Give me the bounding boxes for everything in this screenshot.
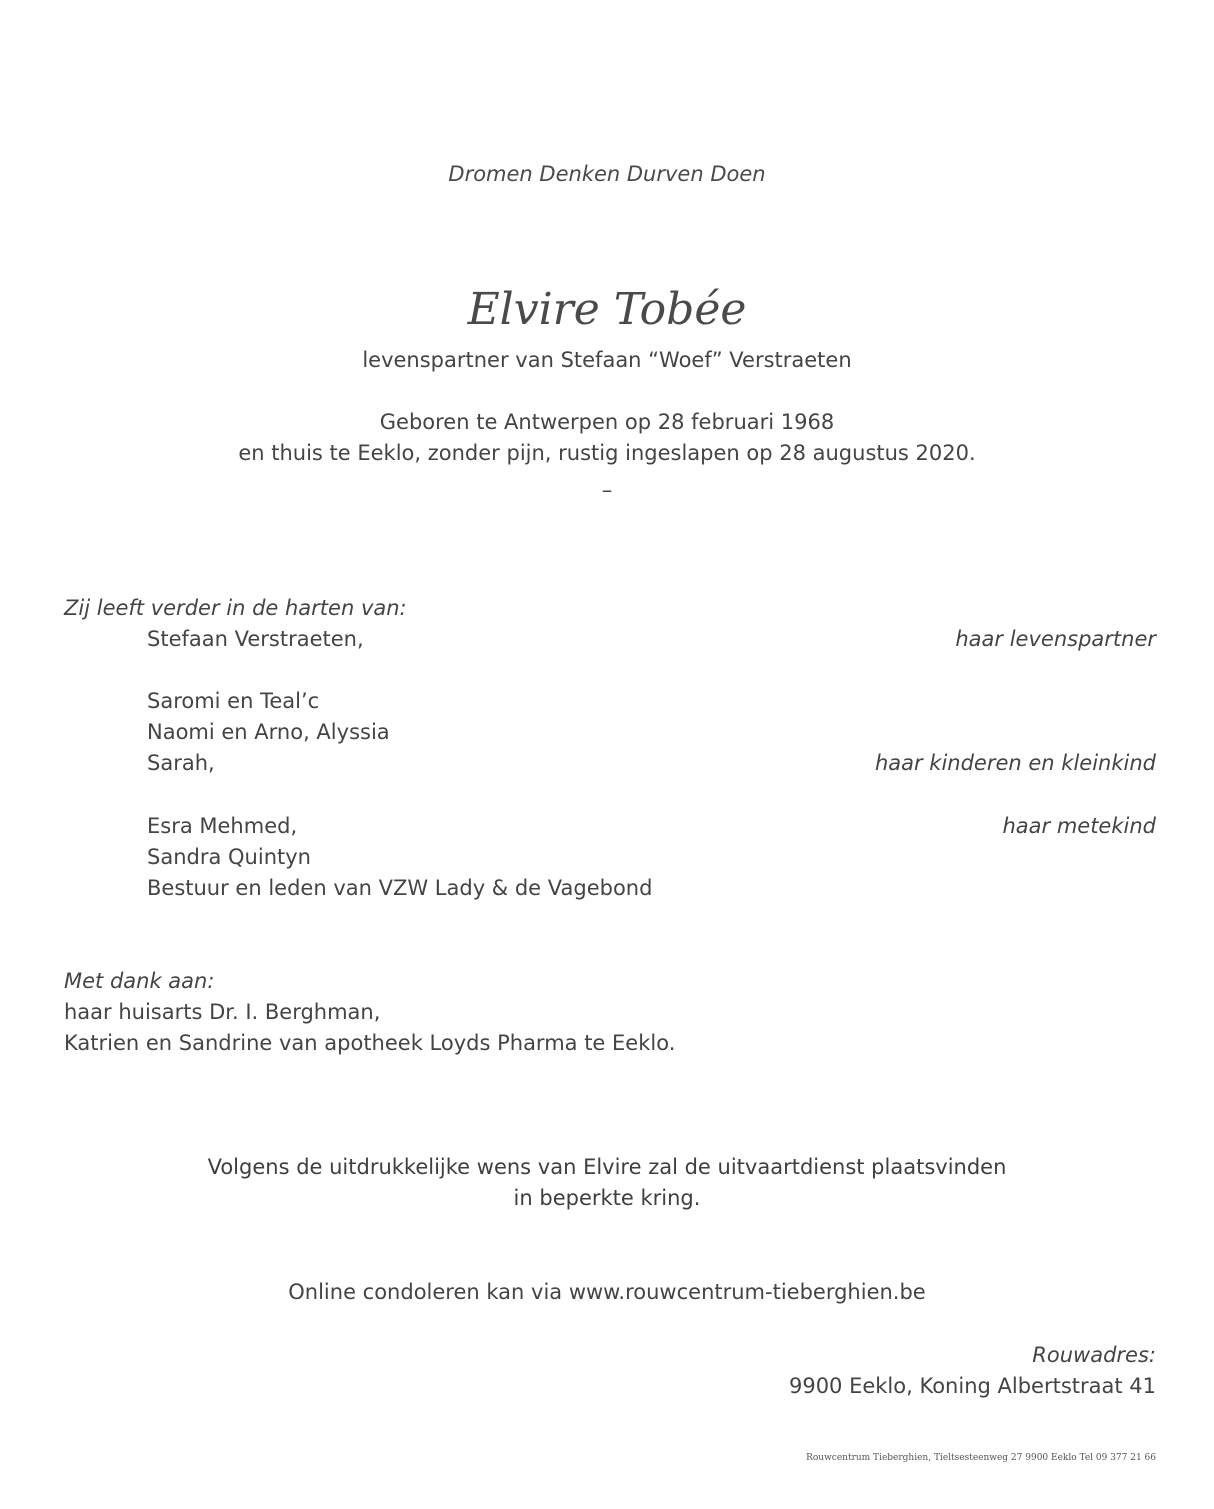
separator: –	[601, 478, 613, 502]
other-entry: Bestuur en leden van VZW Lady & de Vagebond	[147, 876, 653, 900]
deceased-name: Elvire Tobée	[467, 284, 747, 335]
other-entry: Sandra Quintyn	[147, 845, 311, 869]
birth-line: Geboren te Antwerpen op 28 februari 1968	[379, 410, 835, 434]
motto: Dromen Denken Durven Doen	[448, 162, 766, 186]
godchild-relation: haar metekind	[1002, 814, 1156, 838]
child-entry: Sarah,	[147, 751, 215, 775]
footer-contact: Rouwcentrum Tieberghien, Tieltsesteenweg 27 9900 Eeklo Tel 09 377 21 66	[806, 1453, 1156, 1463]
child-entry: Naomi en Arno, Alyssia	[147, 720, 390, 744]
partner-subtitle: levenspartner van Stefaan “Woef” Verstraeten	[362, 348, 852, 372]
survivors-heading: Zij leeft verder in de harten van:	[64, 596, 407, 620]
partner-name: Stefaan Verstraeten,	[147, 627, 364, 651]
funeral-notice-line2: in beperkte kring.	[513, 1186, 701, 1210]
child-entry: Saromi en Teal’c	[147, 689, 320, 713]
funeral-notice-line1: Volgens de uitdrukkelijke wens van Elvire zal de uitvaartdienst plaatsvinden	[207, 1155, 1007, 1179]
death-line: en thuis te Eeklo, zonder pijn, rustig ingeslapen op 28 augustus 2020.	[238, 441, 976, 465]
mourning-address-heading: Rouwadres:	[1032, 1343, 1156, 1367]
other-entry: Esra Mehmed,	[147, 814, 298, 838]
online-condolence: Online condoleren kan via www.rouwcentrum-tieberghien.be	[288, 1280, 926, 1304]
children-relation: haar kinderen en kleinkind	[874, 751, 1156, 775]
thanks-line: haar huisarts Dr. I. Berghman,	[64, 1000, 381, 1024]
thanks-line: Katrien en Sandrine van apotheek Loyds Pharma te Eeklo.	[64, 1031, 676, 1055]
thanks-heading: Met dank aan:	[64, 969, 215, 993]
mourning-address: 9900 Eeklo, Koning Albertstraat 41	[788, 1374, 1156, 1398]
partner-relation: haar levenspartner	[955, 627, 1156, 651]
